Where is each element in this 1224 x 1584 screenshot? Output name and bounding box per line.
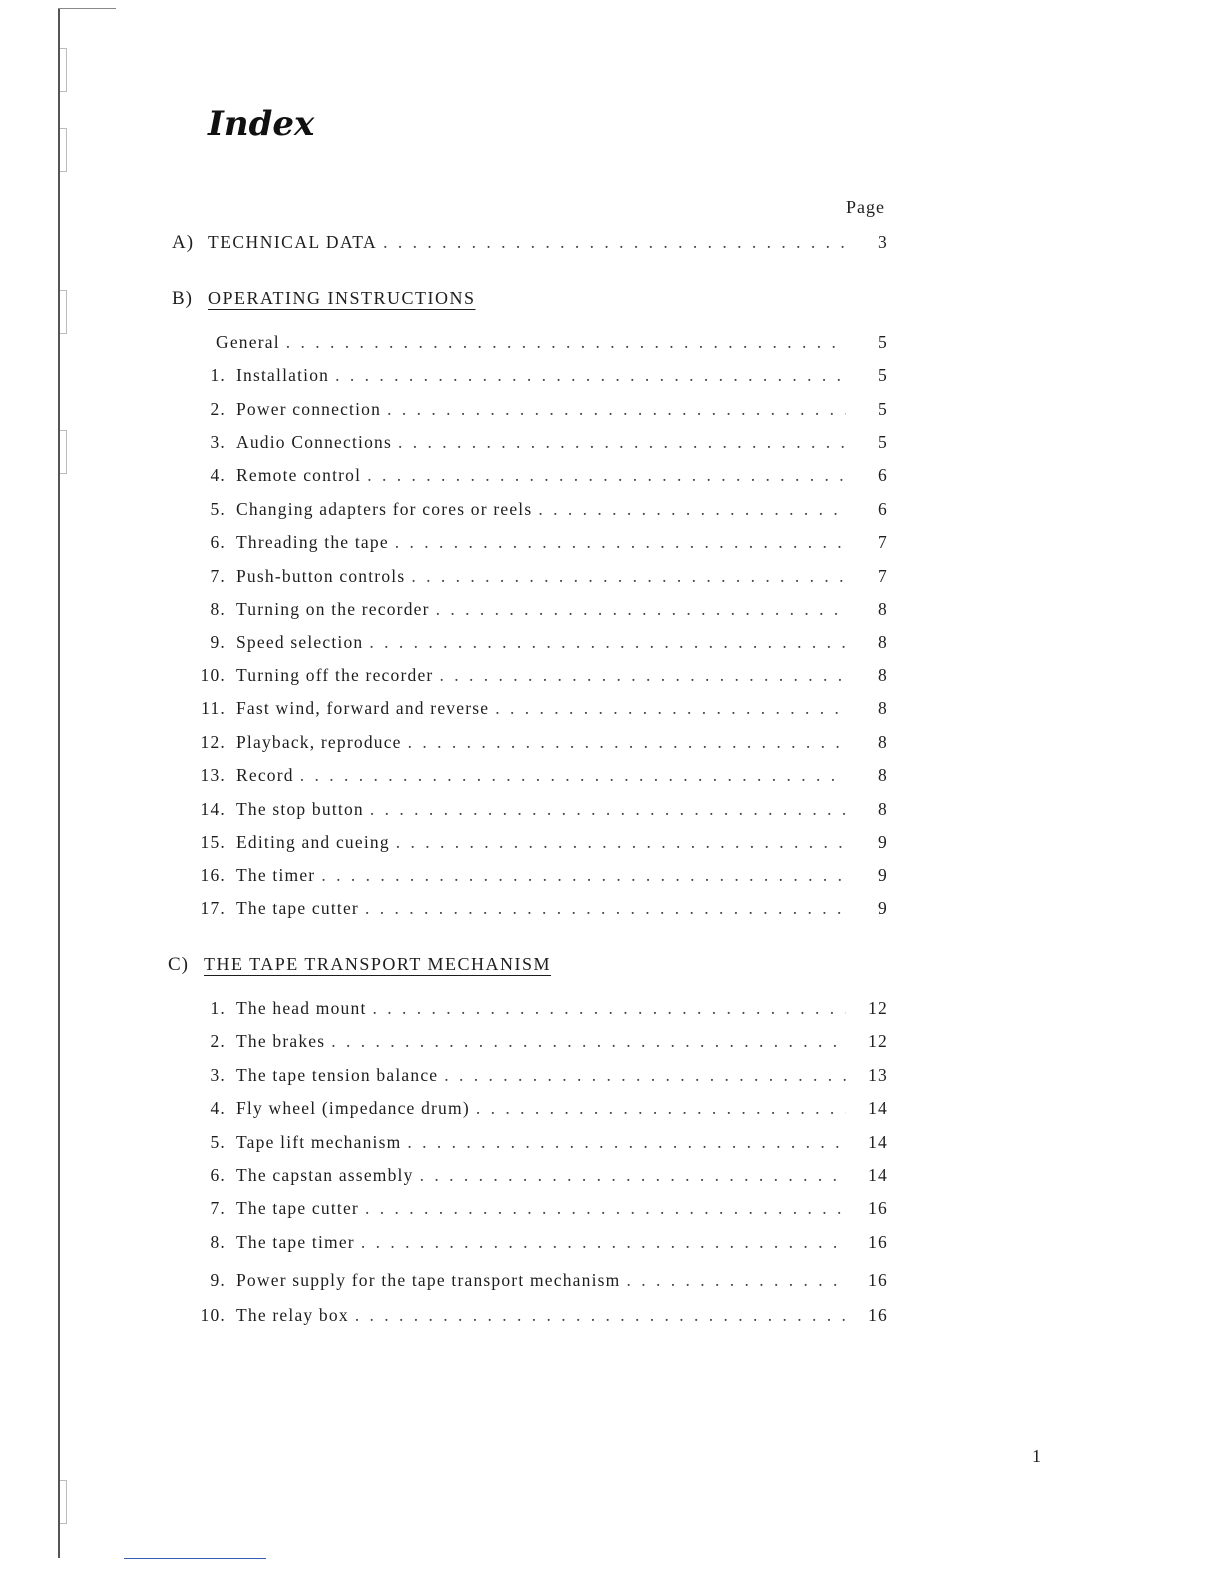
entry-number: 3.	[210, 1065, 226, 1085]
toc-entry	[196, 432, 888, 456]
entry-number: 13.	[200, 765, 226, 785]
section-a-entry	[208, 232, 888, 256]
entry-page: 8	[878, 698, 888, 718]
entry-number: 15.	[200, 832, 226, 852]
dot-leader	[420, 1165, 846, 1186]
dot-leader	[444, 1065, 846, 1086]
entry-label: The relay box	[236, 1305, 349, 1325]
toc-entry	[196, 465, 888, 489]
entry-page: 8	[878, 765, 888, 785]
entry-page: 9	[878, 865, 888, 885]
binding-top-line	[58, 8, 116, 9]
section-b-letter: B)	[172, 288, 193, 309]
entry-page: 8	[878, 732, 888, 752]
entry-page: 5	[878, 399, 888, 419]
dot-leader	[436, 599, 846, 620]
entry-page: 16	[868, 1305, 888, 1325]
dot-leader	[361, 1232, 846, 1253]
page-number: 1	[1032, 1446, 1041, 1466]
entry-number: 10.	[200, 665, 226, 685]
entry-label: The timer	[236, 865, 316, 885]
punch-mark	[60, 430, 67, 474]
toc-entry	[196, 1232, 888, 1256]
toc-entry	[196, 765, 888, 789]
dot-leader	[335, 365, 846, 386]
dot-leader	[407, 1132, 846, 1153]
entry-page: 16	[868, 1270, 888, 1290]
section-a-page: 3	[878, 232, 888, 252]
entry-number: 5.	[210, 1132, 226, 1152]
section-b-title: OPERATING INSTRUCTIONS	[208, 288, 476, 308]
entry-page: 7	[878, 532, 888, 552]
toc-entry	[196, 365, 888, 389]
entry-label: Push-button controls	[236, 566, 406, 586]
dot-leader	[367, 465, 846, 486]
entry-number: 14.	[200, 799, 226, 819]
toc-entry	[196, 1165, 888, 1189]
entry-page: 14	[868, 1165, 888, 1185]
dot-leader	[286, 332, 846, 353]
entry-page: 9	[878, 832, 888, 852]
dot-leader	[396, 832, 846, 853]
toc-entry	[196, 1132, 888, 1156]
punch-mark	[60, 128, 67, 172]
entry-label: Tape lift mechanism	[236, 1132, 402, 1152]
dot-leader	[408, 732, 846, 753]
entry-number: 3.	[210, 432, 226, 452]
entry-label: Speed selection	[236, 632, 364, 652]
entry-number: 6.	[210, 532, 226, 552]
entry-label: The capstan assembly	[236, 1165, 414, 1185]
dot-leader	[476, 1098, 846, 1119]
entry-label: The tape tension balance	[236, 1065, 439, 1085]
dot-leader	[355, 1305, 846, 1326]
entry-number: 1.	[210, 998, 226, 1018]
entry-page: 8	[878, 632, 888, 652]
toc-entry	[196, 732, 888, 756]
section-c-letter: C)	[168, 954, 189, 975]
entry-label: Playback, reproduce	[236, 732, 402, 752]
entry-number: 16.	[200, 865, 226, 885]
entry-label: The stop button	[236, 799, 364, 819]
dot-leader	[331, 1031, 846, 1052]
section-a-title: TECHNICAL DATA	[208, 232, 378, 252]
entry-label: Record	[236, 765, 294, 785]
toc-entry	[196, 399, 888, 423]
entry-number: 17.	[200, 898, 226, 918]
entry-number: 8.	[210, 1232, 226, 1252]
entry-page: 16	[868, 1232, 888, 1252]
toc-entry	[196, 1305, 888, 1329]
punch-mark	[60, 290, 67, 334]
punch-mark	[60, 1480, 67, 1524]
dot-leader	[387, 399, 846, 420]
entry-label: The tape timer	[236, 1232, 355, 1252]
entry-number: 9.	[210, 632, 226, 652]
dot-leader	[411, 566, 846, 587]
entry-label: Threading the tape	[236, 532, 389, 552]
dot-leader	[495, 698, 846, 719]
entry-page: 12	[868, 998, 888, 1018]
toc-entry	[196, 599, 888, 623]
section-c-title: THE TAPE TRANSPORT MECHANISM	[204, 954, 552, 974]
toc-entry	[196, 865, 888, 889]
entry-label: Power supply for the tape transport mechanism	[236, 1270, 621, 1290]
entry-number: 10.	[200, 1305, 226, 1325]
toc-entry	[196, 832, 888, 856]
entry-label: Audio Connections	[236, 432, 393, 452]
entry-page: 5	[878, 365, 888, 385]
entry-number: 5.	[210, 499, 226, 519]
dot-leader	[383, 232, 846, 253]
entry-label: Fast wind, forward and reverse	[236, 698, 490, 718]
dot-leader	[439, 665, 846, 686]
entry-page: 14	[868, 1132, 888, 1152]
dot-leader	[365, 1198, 846, 1219]
dot-leader	[538, 499, 846, 520]
entry-number: 4.	[210, 465, 226, 485]
index-title: Index	[208, 104, 315, 144]
entry-page: 8	[878, 799, 888, 819]
entry-label: General	[216, 332, 280, 352]
entry-label: Editing and cueing	[236, 832, 390, 852]
entry-label: The head mount	[236, 998, 367, 1018]
entry-page: 5	[878, 432, 888, 452]
toc-entry	[196, 665, 888, 689]
entry-page: 6	[878, 465, 888, 485]
dot-leader	[300, 765, 846, 786]
entry-page: 13	[868, 1065, 888, 1085]
toc-entry	[196, 1065, 888, 1089]
entry-page: 6	[878, 499, 888, 519]
entry-page: 16	[868, 1198, 888, 1218]
section-a-letter: A)	[172, 232, 195, 253]
toc-entry	[196, 1098, 888, 1122]
dot-leader	[321, 865, 846, 886]
toc-entry	[196, 998, 888, 1022]
dot-leader	[395, 532, 846, 553]
dot-leader	[373, 998, 846, 1019]
entry-page: 7	[878, 566, 888, 586]
entry-number: 1.	[210, 365, 226, 385]
entry-label: Installation	[236, 365, 330, 385]
entry-number: 2.	[210, 1031, 226, 1051]
entry-number: 8.	[210, 599, 226, 619]
entry-label: Turning off the recorder	[236, 665, 434, 685]
entry-number: 7.	[210, 1198, 226, 1218]
dot-leader	[365, 898, 846, 919]
binding-edge	[58, 8, 60, 1558]
entry-label: The tape cutter	[236, 898, 359, 918]
dot-leader	[369, 632, 846, 653]
toc-entry	[196, 1270, 888, 1294]
toc-entry	[196, 1198, 888, 1222]
entry-page: 12	[868, 1031, 888, 1051]
entry-label: Changing adapters for cores or reels	[236, 499, 533, 519]
entry-label: Turning on the recorder	[236, 599, 430, 619]
page-column-label: Page	[846, 197, 885, 217]
entry-number: 9.	[210, 1270, 226, 1290]
entry-page: 8	[878, 599, 888, 619]
toc-entry	[196, 898, 888, 922]
toc-entry	[196, 632, 888, 656]
toc-entry	[176, 332, 888, 356]
punch-mark	[60, 48, 67, 92]
toc-entry	[196, 698, 888, 722]
footer-rule	[124, 1558, 266, 1559]
dot-leader	[398, 432, 846, 453]
entry-number: 12.	[200, 732, 226, 752]
entry-number: 6.	[210, 1165, 226, 1185]
entry-number: 4.	[210, 1098, 226, 1118]
entry-page: 5	[878, 332, 888, 352]
toc-entry	[196, 799, 888, 823]
entry-page: 9	[878, 898, 888, 918]
entry-label: Power connection	[236, 399, 382, 419]
toc-entry	[196, 566, 888, 590]
entry-number: 2.	[210, 399, 226, 419]
toc-entry	[196, 499, 888, 523]
entry-label: The tape cutter	[236, 1198, 359, 1218]
entry-label: Fly wheel (impedance drum)	[236, 1098, 470, 1118]
dot-leader	[626, 1270, 846, 1291]
entry-label: Remote control	[236, 465, 362, 485]
entry-number: 7.	[210, 566, 226, 586]
entry-page: 14	[868, 1098, 888, 1118]
toc-entry	[196, 1031, 888, 1055]
entry-label: The brakes	[236, 1031, 326, 1051]
entry-page: 8	[878, 665, 888, 685]
toc-entry	[196, 532, 888, 556]
dot-leader	[370, 799, 846, 820]
entry-number: 11.	[201, 698, 226, 718]
